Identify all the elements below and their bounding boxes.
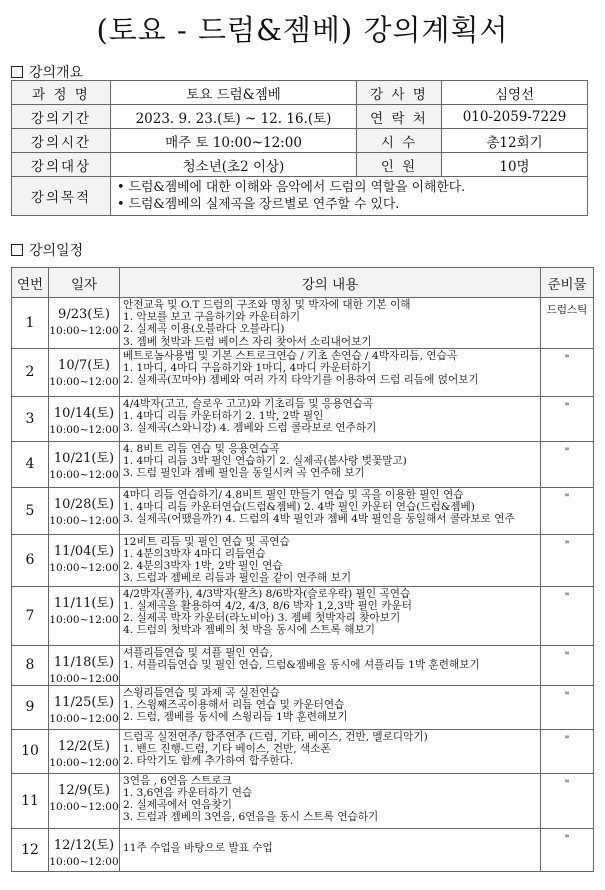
content-line: 2. 실제곡 박자 카운터(라노비아) 3. 젬베 첫박자리 찾아보기 (123, 612, 401, 625)
row-time: 10:00~12:00 (49, 325, 119, 337)
row-number: 10 (12, 729, 49, 773)
row-date-cell (49, 487, 120, 534)
row-prep: " (541, 348, 594, 396)
sessions-label: 시 수 (357, 129, 442, 153)
schedule-row (12, 298, 594, 349)
row-date-cell (49, 685, 120, 729)
content-line: 3. 실제곡(스와니강) 4. 젬베와 드럼 콜라보로 연주하기 (123, 422, 377, 435)
row-number: 12 (12, 828, 49, 871)
row-content (120, 487, 541, 534)
row-time: 10:00~12:00 (49, 613, 119, 626)
content-line: 12비트 리듬 및 필인 연습 및 곡연습 (123, 535, 290, 548)
row-date: 11/18(토) (53, 654, 115, 670)
schedule-header-row (12, 268, 594, 298)
sessions-value: 총12회기 (442, 129, 588, 153)
row-prep: " (541, 645, 594, 685)
row-prep: " (541, 396, 594, 441)
overview-row (12, 129, 588, 153)
content-line: 1. 밴드 진행-드럼, 기타 베이스, 건반, 색소폰 (123, 743, 331, 756)
row-number: 9 (12, 685, 49, 729)
row-time: 10:00~12:00 (49, 375, 119, 388)
row-number: 8 (12, 645, 49, 685)
row-content (120, 685, 541, 729)
row-date-cell (49, 534, 120, 586)
content-line: 1. 악보를 보고 구음하기와 카운터하기 (123, 311, 301, 324)
row-date: 12/12(토) (53, 837, 115, 853)
content-line: 1. 1마디, 4마디 구음하기와 1마디, 4마디 카운터하기 (123, 362, 372, 375)
overview-row (12, 177, 588, 216)
contact-label: 연 락 처 (357, 105, 442, 129)
row-date: 11/11(토) (53, 595, 115, 611)
row-date-cell (49, 645, 120, 685)
content-line: 1. 실제곡을 활용하여 4/2, 4/3, 8/6 박자 1,2,3박 필인 카운터 (123, 600, 412, 613)
row-content (120, 645, 541, 685)
row-date-cell (49, 586, 120, 645)
row-date: 10/7(토) (58, 357, 110, 373)
row-content (120, 348, 541, 396)
row-date: 11/25(토) (53, 694, 115, 710)
row-date-cell (49, 298, 120, 349)
capacity-label: 인 원 (357, 153, 442, 177)
checkbox-square-icon (11, 244, 23, 256)
row-time: 10:00~12:00 (49, 800, 119, 813)
target-value: 청소년(초2 이상) (111, 153, 357, 177)
row-prep: " (541, 729, 594, 773)
checkbox-square-icon (11, 66, 23, 78)
content-line: 3. 드럼과 젬베로 리듬과 필인을 같이 연주해 보기 (123, 572, 352, 585)
content-line: 스윙리듬연습 및 과제 곡 실전연습 (123, 686, 280, 699)
content-line: 3. 드럼 필인과 젬베 필인을 동일시켜 곡 연주해 보기 (123, 467, 365, 480)
row-prep: " (541, 441, 594, 487)
row-content (120, 298, 541, 349)
schedule-row (12, 586, 594, 645)
row-content (120, 441, 541, 487)
purpose-value (111, 177, 588, 216)
content-line: 2. 타악기도 함께 추가하여 합주한다. (123, 755, 294, 768)
content-line: 1. 스윙째즈곡이용해서 리듬 연습 및 카운터연습 (123, 699, 345, 712)
schedule-row (12, 396, 594, 441)
content-line: 2. 4분의3박자 1박, 2박 필인 연습 (123, 560, 283, 573)
overview-row (12, 81, 588, 105)
row-prep: " (541, 487, 594, 534)
row-number: 2 (12, 348, 49, 396)
row-content (120, 828, 541, 871)
content-line: 2. 드럼, 젬베를 동시에 스윙리듬 1박 훈련해보기 (123, 711, 348, 724)
overview-row (12, 105, 588, 129)
content-line: 1. 4마디 리듬 3박 필인 연습하기 2. 실제곡(봄사랑 벚꽃말고) (123, 455, 407, 468)
row-content (120, 586, 541, 645)
row-date-cell (49, 441, 120, 487)
row-date: 9/23(토) (58, 307, 110, 322)
content-line: 4마디 리듬 연습하기/ 4.8비트 필인 만들기 연습 및 곡을 이용한 필인 연습 (123, 488, 464, 501)
content-line: 셔플리듬연습 및 셔플 필인 연습, (123, 646, 273, 659)
content-line: 1. 4마디 리듬 카운터연습(드럼&젬베) 2. 4박 필인 카운터 연습(드럼&젬베) (123, 501, 475, 514)
row-date-cell (49, 828, 120, 871)
row-date-cell (49, 396, 120, 441)
course-name-value: 토요 드럼&젬베 (111, 81, 357, 105)
schedule-row (12, 773, 594, 828)
purpose-line: • 드럼&젬베에 대한 이해와 음악에서 드럼의 역할을 이해한다. (117, 180, 466, 195)
row-time: 10:00~12:00 (49, 712, 119, 725)
schedule-row (12, 348, 594, 396)
content-line: 안전교육 및 O.T 드럼의 구조와 명칭 및 박자에 대한 기본 이해 (123, 299, 411, 311)
overview-table (11, 80, 588, 216)
content-line: 4. 드럼의 첫박과 젬베의 첫 박을 동시에 스트록 해보기 (123, 624, 375, 637)
row-date: 11/04(토) (53, 543, 115, 559)
capacity-value: 10명 (442, 153, 588, 177)
row-content (120, 396, 541, 441)
row-time: 10:00~12:00 (49, 514, 119, 527)
row-time: 10:00~12:00 (49, 468, 119, 481)
contact-value: 010-2059-7229 (442, 105, 588, 129)
content-line: 1. 셔플리듬연습 및 필인 연습, 드럼&젬베을 동시에 셔플리듬 1박 훈련해보기 (123, 659, 480, 672)
row-number: 6 (12, 534, 49, 586)
header-content: 강의 내용 (120, 268, 541, 298)
schedule-row (12, 729, 594, 773)
schedule-row (12, 828, 594, 871)
content-line: 3. 실제곡(어땠을까?) 4. 드럼의 4박 필인과 젬베 4박 필인을 동일해서 콜라보로 연주 (123, 513, 515, 526)
header-date: 일자 (49, 268, 120, 298)
content-line: 베트로놈사용법 및 기본 스트로크연습 / 기초 손연습 / 4박자리듬, 연습곡 (123, 349, 458, 362)
row-prep: " (541, 773, 594, 828)
content-line: 11주 수업을 바탕으로 발표 수업 (123, 842, 273, 855)
content-line (123, 830, 540, 842)
row-prep: " (541, 586, 594, 645)
content-line: 드럼곡 실전연주/ 합주연주 (드럼, 기타, 베이스, 건반, 멜로디악기) (123, 730, 428, 743)
header-prep: 준비물 (541, 268, 594, 298)
content-line: 2. 실제곡 이용(오블라다 오블라디) (123, 323, 285, 336)
period-value: 2023. 9. 23.(토) ~ 12. 16.(토) (111, 105, 357, 129)
period-label: 강의기간 (12, 105, 111, 129)
schedule-table (11, 267, 594, 872)
time-value: 매주 토 10:00~12:00 (111, 129, 357, 153)
content-line: 3. 젬베 첫박과 드럼 베이스 자리 찾아서 소리내어보기 (123, 335, 372, 348)
instructor-label: 강 사 명 (357, 81, 442, 105)
header-no: 연번 (12, 268, 49, 298)
content-line: 3. 드럼과 젬베의 3연음, 6연음을 동시 스트록 연습하기 (123, 811, 379, 824)
content-line: 1. 4마디 리듬 카운터하기 2. 1박, 2박 필인 (123, 410, 324, 423)
row-date: 10/14(토) (53, 405, 115, 421)
content-line: 1. 3,6연음 카운터하기 연습 (123, 787, 253, 800)
schedule-heading (11, 240, 83, 260)
content-line: 4/4박자(고고, 슬로우 고고)와 기초리듬 및 응용연습곡 (123, 397, 374, 410)
schedule-row (12, 441, 594, 487)
row-date: 12/9(토) (58, 782, 110, 798)
row-prep: 드럼스틱 (541, 298, 594, 349)
row-time: 10:00~12:00 (49, 672, 119, 685)
content-line: 3연음 , 6연음 스트로크 (123, 774, 232, 787)
row-time: 10:00~12:00 (49, 756, 119, 769)
document-title: (토요 - 드럼&젬베) 강의계획서 (96, 13, 509, 47)
overview-heading-label: 강의개요 (29, 65, 84, 81)
schedule-row (12, 645, 594, 685)
schedule-heading-label: 강의일정 (29, 243, 84, 259)
content-line: 2. 실제곡(꼬마야) 젬베와 여러 가지 타악기를 이용하여 드럼 리듬에 얹어보기 (123, 374, 479, 387)
row-time: 10:00~12:00 (49, 423, 119, 436)
schedule-row (12, 487, 594, 534)
row-content (120, 729, 541, 773)
row-date: 10/21(토) (53, 450, 115, 466)
row-date-cell (49, 773, 120, 828)
content-line: 4/2박자(폴카), 4/3박자(왈츠) 8/6박자(슬로우락) 필인 곡연습 (123, 587, 411, 600)
row-number: 5 (12, 487, 49, 534)
content-line: 1. 4분의3박자 4마디 리듬연습 (123, 548, 266, 561)
row-content (120, 534, 541, 586)
row-number: 11 (12, 773, 49, 828)
row-date: 10/28(토) (53, 496, 115, 512)
schedule-row (12, 685, 594, 729)
purpose-line: • 드럼&젬베의 실제곡을 장르별로 연주할 수 있다. (117, 197, 400, 212)
row-time: 10:00~12:00 (49, 855, 119, 868)
row-content (120, 773, 541, 828)
overview-row (12, 153, 588, 177)
row-number: 1 (12, 298, 49, 349)
row-prep: " (541, 828, 594, 871)
schedule-row (12, 534, 594, 586)
row-time: 10:00~12:00 (49, 561, 119, 574)
row-number: 3 (12, 396, 49, 441)
row-date-cell (49, 729, 120, 773)
row-number: 4 (12, 441, 49, 487)
target-label: 강의대상 (12, 153, 111, 177)
row-number: 7 (12, 586, 49, 645)
row-prep: " (541, 685, 594, 729)
content-line: 4. 8비트 리듬 연습 및 응용연습곡 (123, 442, 280, 455)
content-line: 2. 실제곡에서 연음찾기 (123, 799, 232, 812)
row-date-cell (49, 348, 120, 396)
purpose-label: 강의목적 (12, 177, 111, 216)
course-name-label: 과 정 명 (12, 81, 111, 105)
row-prep: " (541, 534, 594, 586)
overview-heading (11, 62, 83, 82)
row-date: 12/2(토) (58, 738, 110, 754)
instructor-value: 심영선 (442, 81, 588, 105)
time-label: 강의시간 (12, 129, 111, 153)
